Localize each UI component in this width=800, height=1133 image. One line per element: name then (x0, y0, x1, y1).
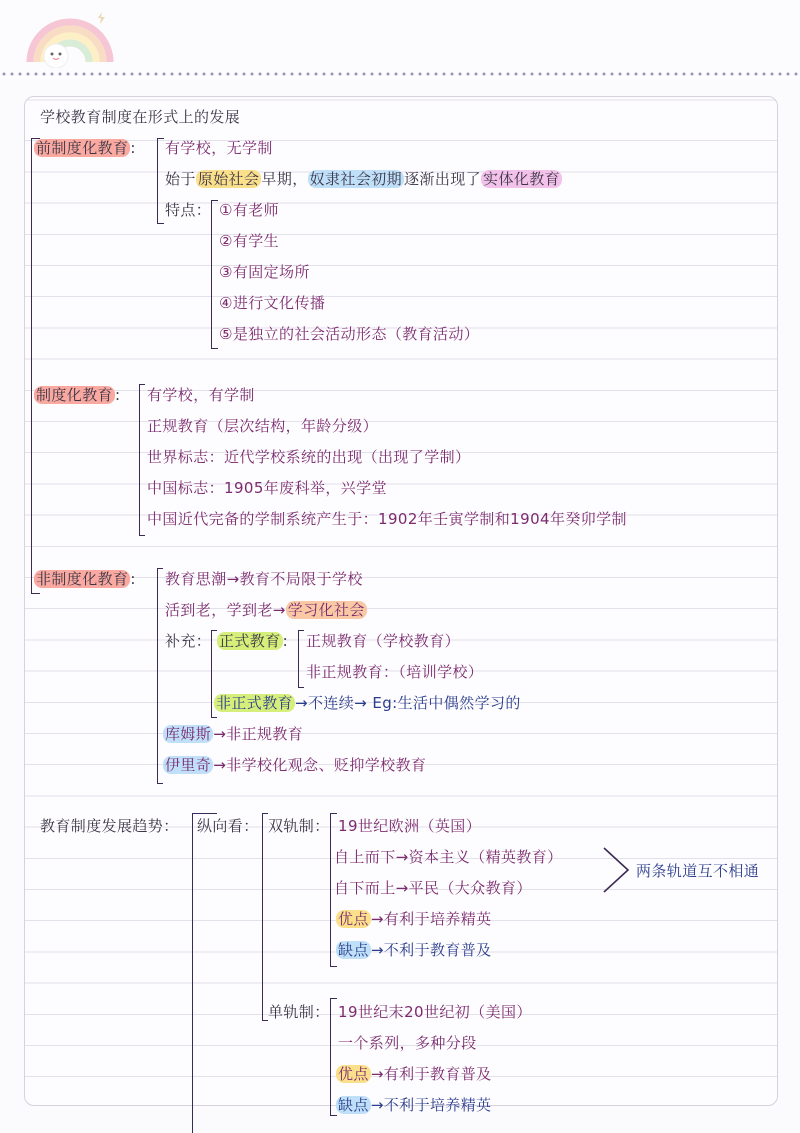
sys-line-2: 正规教育（层次结构，年龄分级） (147, 417, 379, 435)
feature-3: ③有固定场所 (219, 263, 310, 281)
formal-b: 非正规教育：（培训学校） (306, 663, 484, 681)
non-label-row (34, 568, 136, 590)
vertical-label: 纵向看： (197, 817, 259, 835)
dual-label: 双轨制： (268, 817, 330, 835)
pre-colon: : (130, 139, 136, 157)
single-dis-label: 缺点 (338, 1096, 369, 1114)
single-label: 单轨制： (268, 1003, 330, 1021)
features-label: 特点： (165, 201, 212, 219)
sys-line-5: 中国近代完备的学制系统产生于：1902年壬寅学制和1904年癸卯学制 (147, 510, 627, 528)
non-label: 非制度化教育 (36, 570, 129, 588)
pre-line-2 (165, 168, 562, 190)
page-title: 学校教育制度在形式上的发展 (40, 108, 241, 126)
sys-line-4: 中国标志：1905年废科举，兴学堂 (147, 479, 387, 497)
feature-4: ④进行文化传播 (219, 294, 326, 312)
pre-label: 前制度化教育 (36, 139, 129, 157)
single-dis (336, 1094, 492, 1116)
dual-dis-label: 缺点 (338, 941, 369, 959)
formal-row (217, 630, 288, 652)
formal-label: 正式教育 (219, 632, 281, 650)
feature-1: ①有老师 (219, 201, 280, 219)
non-line-1: 教育思潮→教育不局限于学校 (165, 570, 363, 588)
formal-colon: : (282, 632, 289, 650)
coombs-rest: →非正规教育 (213, 725, 304, 743)
sys-line-1: 有学校，有学制 (147, 386, 255, 404)
illich-rest: →非学校化观念、贬抑学校教育 (213, 756, 427, 774)
non-line-2 (165, 599, 367, 621)
sys-line-3: 世界标志：近代学校系统的出现（出现了学制） (147, 448, 471, 466)
single-adv (336, 1063, 492, 1085)
informal-label: 非正式教育 (216, 694, 294, 712)
non-colon: : (130, 570, 136, 588)
dual-adv (336, 908, 492, 930)
dual-dis (336, 939, 492, 961)
pre-l2b: 原始社会 (197, 170, 260, 188)
pre-line-1: 有学校，无学制 (165, 139, 273, 157)
single-dis-rest: →不利于培养精英 (370, 1096, 492, 1114)
single-line-2: 一个系列，多种分段 (338, 1034, 477, 1052)
dual-adv-rest: →有利于培养精英 (370, 910, 492, 928)
single-adv-label: 优点 (338, 1065, 369, 1083)
informal-rest: →不连续→ Eg:生活中偶然学习的 (295, 694, 521, 712)
dual-adv-label: 优点 (338, 910, 369, 928)
illich-label: 伊里奇 (165, 756, 212, 774)
trend-label: 教育制度发展趋势： (40, 817, 179, 835)
side-note: 两条轨道互不相通 (636, 862, 760, 880)
sys-colon: : (115, 386, 121, 404)
supplement-label: 补充： (165, 632, 212, 650)
informal-row (214, 692, 521, 714)
pre-l2e: 逐渐出现了 (404, 170, 482, 188)
coombs-row (163, 723, 303, 745)
coombs-label: 库姆斯 (165, 725, 212, 743)
dual-line-3: 自下而上→平民（大众教育） (334, 879, 532, 897)
non-l2b: 学习化社会 (287, 601, 365, 619)
feature-2: ②有学生 (219, 232, 280, 250)
sys-label: 制度化教育 (36, 386, 114, 404)
feature-5: ⑤是独立的社会活动形态（教育活动） (219, 325, 480, 343)
single-line-1: 19世纪末20世纪初（美国） (338, 1003, 532, 1021)
pre-l2f: 实体化教育 (483, 170, 561, 188)
dual-line-2: 自上而下→资本主义（精英教育） (334, 848, 563, 866)
pre-l2a: 始于 (165, 170, 196, 188)
pre-l2d: 奴隶社会初期 (309, 170, 403, 188)
dual-line-1: 19世纪欧洲（英国） (338, 817, 482, 835)
dual-dis-rest: →不利于教育普及 (370, 941, 492, 959)
pre-label-row (34, 137, 136, 159)
non-l2a: 活到老，学到老→ (165, 601, 286, 619)
illich-row (163, 754, 426, 776)
pre-l2c: 早期， (261, 170, 308, 188)
formal-a: 正规教育（学校教育） (306, 632, 461, 650)
sys-label-row (34, 384, 120, 406)
single-adv-rest: →有利于教育普及 (370, 1065, 492, 1083)
